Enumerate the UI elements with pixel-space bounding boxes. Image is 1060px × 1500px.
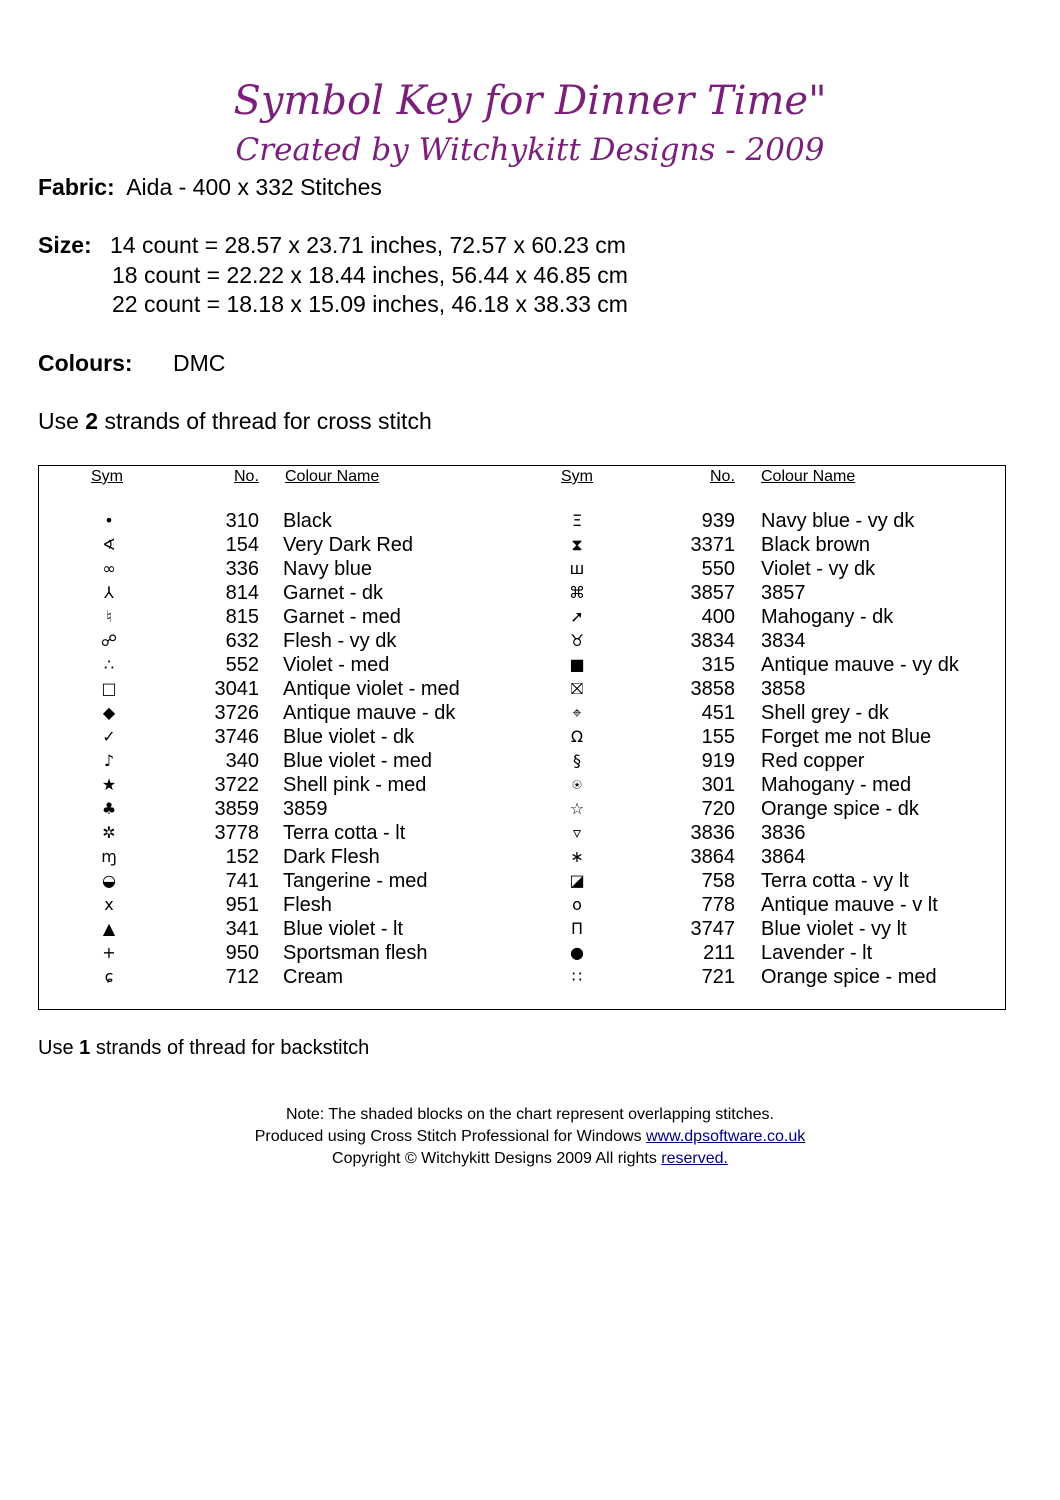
row-dmc-number: 3041: [214, 678, 259, 700]
row-dmc-number: 3746: [214, 726, 259, 748]
header-no-left: No.: [234, 468, 259, 485]
row-symbol: ◒: [102, 871, 116, 890]
row-colour-name: 3864: [761, 846, 806, 868]
row-colour-name: Antique mauve - dk: [283, 702, 456, 724]
size-line-18: 18 count = 22.22 x 18.44 inches, 56.44 x 46.85 cm: [112, 262, 628, 288]
fabric-value: Aida - 400 x 332 Stitches: [126, 174, 382, 200]
row-symbol: Ξ: [571, 511, 583, 530]
row-colour-name: Antique mauve - vy dk: [761, 654, 959, 676]
row-colour-name: Lavender - lt: [761, 942, 873, 964]
row-colour-name: 3859: [283, 798, 328, 820]
row-colour-name: 3857: [761, 582, 806, 604]
row-colour-name: 3836: [761, 822, 806, 844]
row-dmc-number: 155: [701, 726, 735, 748]
row-dmc-number: 400: [701, 606, 735, 628]
row-colour-name: Blue violet - dk: [283, 726, 415, 748]
row-symbol: ш: [569, 559, 585, 578]
backstitch-pre: Use: [38, 1037, 74, 1059]
row-symbol: ⍟: [572, 775, 582, 794]
row-colour-name: Violet - med: [283, 654, 390, 676]
row-dmc-number: 778: [701, 894, 735, 916]
row-symbol: ⛝: [570, 679, 584, 698]
note-copyright-text: Copyright © Witchykitt Designs 2009 All rights: [332, 1150, 657, 1167]
row-symbol: ɕ: [104, 967, 114, 986]
cross-stitch-pre: Use: [38, 408, 79, 434]
row-dmc-number: 712: [225, 966, 259, 988]
row-colour-name: Navy blue - vy dk: [761, 510, 915, 532]
reserved-link[interactable]: reserved.: [661, 1150, 728, 1167]
size-label-line: [38, 232, 92, 259]
row-colour-name: Shell pink - med: [283, 774, 427, 796]
row-symbol: ➚: [570, 607, 584, 626]
row-dmc-number: 315: [701, 654, 735, 676]
row-colour-name: Blue violet - vy lt: [761, 918, 907, 940]
row-colour-name: Terra cotta - vy lt: [761, 870, 909, 892]
row-symbol: □: [101, 679, 117, 698]
header-no-right: No.: [710, 468, 735, 485]
row-symbol: ∞: [102, 559, 116, 578]
header-name-left: Colour Name: [285, 468, 380, 485]
row-symbol: ⧗: [571, 535, 583, 554]
row-colour-name: Cream: [283, 966, 344, 988]
row-symbol: x: [104, 895, 114, 914]
note-overlap: Note: The shaded blocks on the chart represent overlapping stitches.: [286, 1106, 774, 1123]
row-colour-name: Flesh - vy dk: [283, 630, 397, 652]
row-dmc-number: 3857: [690, 582, 735, 604]
row-dmc-number: 3834: [690, 630, 735, 652]
row-dmc-number: 3836: [690, 822, 735, 844]
row-dmc-number: 3747: [690, 918, 735, 940]
row-symbol: ⌖: [572, 703, 582, 722]
row-colour-name: 3834: [761, 630, 806, 652]
row-symbol: ◪: [569, 871, 585, 890]
row-dmc-number: 951: [225, 894, 259, 916]
row-colour-name: Orange spice - med: [761, 966, 937, 988]
row-colour-name: Terra cotta - lt: [283, 822, 406, 844]
row-symbol: Π: [570, 919, 584, 938]
row-colour-name: Mahogany - dk: [761, 606, 894, 628]
row-dmc-number: 3726: [214, 702, 259, 724]
backstitch-strands: 1: [79, 1037, 91, 1059]
row-colour-name: Antique violet - med: [283, 678, 460, 700]
row-colour-name: Blue violet - lt: [283, 918, 404, 940]
colours-line: [38, 350, 225, 377]
dpsoftware-link[interactable]: www.dpsoftware.co.uk: [646, 1128, 806, 1145]
row-symbol: ⅄: [104, 583, 114, 602]
row-dmc-number: 721: [701, 966, 735, 988]
row-dmc-number: 3371: [690, 534, 735, 556]
backstitch-line: [38, 1037, 369, 1060]
symbol-key-table: [38, 465, 1006, 1010]
row-dmc-number: 152: [225, 846, 259, 868]
row-dmc-number: 211: [703, 942, 735, 964]
row-colour-name: Black brown: [761, 534, 870, 556]
row-colour-name: Red copper: [761, 750, 865, 772]
row-colour-name: Tangerine - med: [283, 870, 428, 892]
row-dmc-number: 341: [225, 918, 259, 940]
header-name-right: Colour Name: [761, 468, 856, 485]
size-line-14: 14 count = 28.57 x 23.71 inches, 72.57 x 60.23 cm: [110, 232, 626, 258]
row-dmc-number: 3778: [214, 822, 259, 844]
row-colour-name: Dark Flesh: [283, 846, 380, 868]
note-copyright: [0, 1150, 1060, 1168]
row-symbol: •: [104, 511, 114, 530]
row-symbol: ☍: [100, 631, 118, 650]
row-symbol: ɱ: [101, 847, 117, 866]
row-dmc-number: 154: [225, 534, 259, 556]
row-dmc-number: 451: [701, 702, 735, 724]
backstitch-post: strands of thread for backstitch: [95, 1037, 370, 1059]
fabric-line: [38, 174, 382, 201]
page-subtitle: Created by Witchykitt Designs - 2009: [235, 132, 825, 168]
row-dmc-number: 310: [225, 510, 259, 532]
row-symbol: ∗: [570, 847, 584, 866]
row-colour-name: Flesh: [283, 894, 332, 916]
row-dmc-number: 814: [225, 582, 259, 604]
row-symbol: ♪: [103, 751, 115, 770]
row-symbol: §: [573, 751, 581, 770]
row-colour-name: Sportsman flesh: [283, 942, 428, 964]
row-colour-name: Shell grey - dk: [761, 702, 889, 724]
colours-label: Colours:: [38, 350, 133, 376]
row-symbol: Ω: [570, 727, 584, 746]
page-title: Symbol Key for Dinner Time": [233, 78, 827, 124]
row-dmc-number: 950: [225, 942, 259, 964]
row-symbol: ☆: [569, 799, 585, 818]
fabric-label: Fabric:: [38, 174, 115, 200]
row-dmc-number: 301: [701, 774, 735, 796]
note-produced-text: Produced using Cross Stitch Professional for Windows: [254, 1128, 642, 1145]
header-sym-right: Sym: [561, 468, 593, 485]
row-colour-name: Garnet - med: [283, 606, 401, 628]
row-dmc-number: 3859: [214, 798, 259, 820]
size-line-22: 22 count = 18.18 x 15.09 inches, 46.18 x 38.33 cm: [112, 291, 628, 317]
row-colour-name: Antique mauve - v lt: [761, 894, 938, 916]
row-dmc-number: 741: [225, 870, 259, 892]
row-colour-name: Garnet - dk: [283, 582, 384, 604]
row-symbol: ▲: [102, 919, 116, 938]
row-dmc-number: 336: [225, 558, 259, 580]
row-symbol: ♉: [569, 631, 585, 650]
row-symbol: ♣: [101, 799, 117, 818]
row-colour-name: Blue violet - med: [283, 750, 432, 772]
note-produced: [0, 1128, 1060, 1146]
row-symbol: ✲: [102, 823, 116, 842]
row-symbol: ◆: [102, 703, 116, 722]
row-colour-name: Orange spice - dk: [761, 798, 919, 820]
row-symbol: ★: [101, 775, 117, 794]
row-symbol: ✓: [102, 727, 116, 746]
row-symbol: ●: [570, 943, 584, 962]
row-dmc-number: 340: [225, 750, 259, 772]
row-symbol: ∢: [102, 535, 116, 554]
row-dmc-number: 3864: [690, 846, 735, 868]
row-colour-name: Mahogany - med: [761, 774, 912, 796]
row-symbol: ∴: [103, 655, 115, 674]
header-sym-left: Sym: [91, 468, 123, 485]
row-symbol: ∷: [571, 967, 583, 986]
row-colour-name: Forget me not Blue: [761, 726, 932, 748]
row-dmc-number: 552: [225, 654, 259, 676]
row-colour-name: 3858: [761, 678, 806, 700]
row-symbol: ♮: [106, 607, 112, 626]
row-dmc-number: 815: [225, 606, 259, 628]
row-dmc-number: 3722: [214, 774, 259, 796]
row-symbol: ▿: [572, 823, 582, 842]
cross-stitch-line: [38, 408, 432, 435]
cross-stitch-post: strands of thread for cross stitch: [104, 408, 432, 434]
cross-stitch-strands: 2: [85, 408, 99, 434]
size-label: Size:: [38, 232, 92, 258]
row-dmc-number: 720: [701, 798, 735, 820]
row-colour-name: Black: [283, 510, 332, 532]
row-colour-name: Navy blue: [283, 558, 372, 580]
row-dmc-number: 550: [701, 558, 735, 580]
row-symbol: o: [572, 895, 582, 914]
row-colour-name: Violet - vy dk: [761, 558, 876, 580]
colours-value: DMC: [172, 350, 226, 376]
row-symbol: ⌘: [569, 583, 585, 602]
row-dmc-number: 939: [701, 510, 735, 532]
row-dmc-number: 632: [225, 630, 259, 652]
row-symbol: ■: [569, 655, 585, 674]
row-symbol: +: [102, 943, 116, 962]
row-dmc-number: 919: [701, 750, 735, 772]
row-dmc-number: 758: [701, 870, 735, 892]
row-dmc-number: 3858: [690, 678, 735, 700]
row-colour-name: Very Dark Red: [283, 534, 414, 556]
